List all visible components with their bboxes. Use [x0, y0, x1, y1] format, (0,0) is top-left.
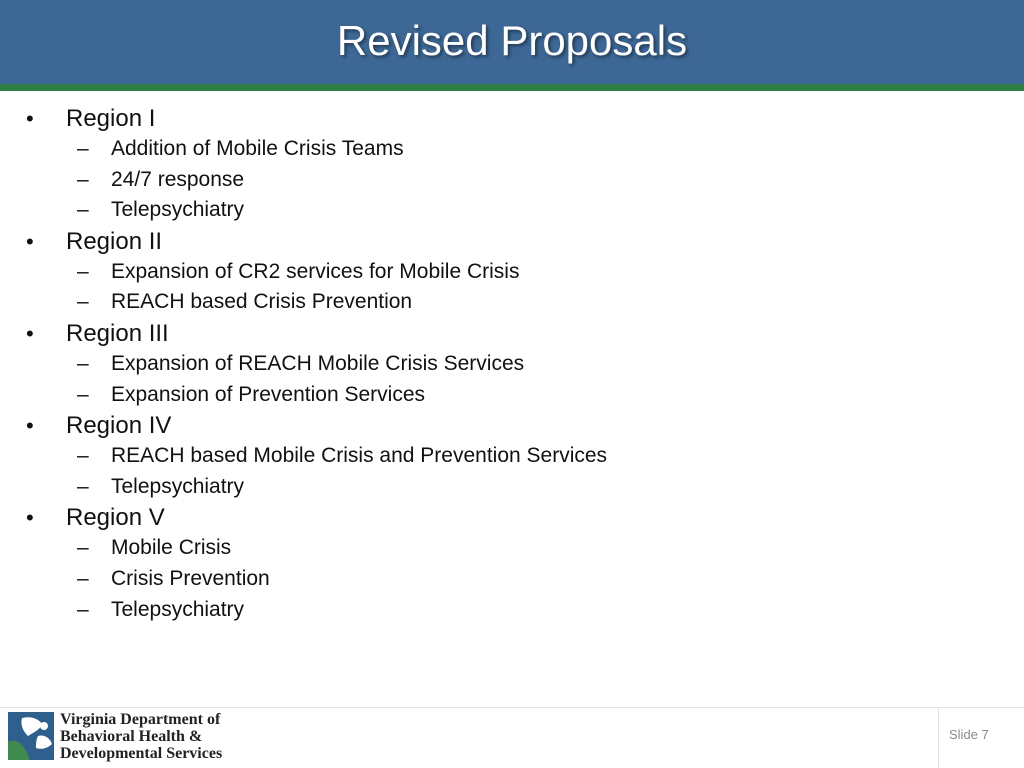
region-label: Region II: [66, 227, 163, 255]
dash-icon: –: [77, 597, 89, 621]
sub-bullet-text: 24/7 response: [111, 167, 245, 191]
sub-bullet-item: [0, 380, 1024, 411]
sub-bullet-item: [0, 134, 1024, 165]
sub-bullet-item: [0, 257, 1024, 288]
region-label: Region III: [66, 319, 169, 347]
sub-bullet-item: [0, 441, 1024, 472]
slide-title: Revised Proposals: [336, 17, 688, 64]
sub-bullet-item: [0, 564, 1024, 595]
region-label: Region V: [66, 504, 165, 532]
footer-separator: [938, 708, 939, 768]
sub-bullet-text: Expansion of REACH Mobile Crisis Services: [111, 351, 525, 375]
sub-bullet-text: Crisis Prevention: [111, 566, 270, 590]
sub-bullet-item: [0, 533, 1024, 564]
sub-bullet-text: REACH based Mobile Crisis and Prevention Services: [111, 444, 608, 468]
sub-bullet-item: [0, 595, 1024, 626]
bullet-icon: •: [26, 320, 34, 346]
sub-bullet-item: [0, 195, 1024, 226]
dash-icon: –: [77, 137, 89, 160]
region-4: [0, 410, 1024, 502]
sub-bullet-text: Mobile Crisis: [111, 536, 232, 560]
dash-icon: –: [77, 474, 89, 498]
dash-icon: –: [77, 198, 89, 222]
bullet-item: [0, 103, 1024, 134]
bullet-item: [0, 502, 1024, 533]
dash-icon: –: [77, 167, 89, 191]
region-5: [0, 502, 1024, 625]
dash-icon: –: [77, 351, 89, 375]
footer-divider: [0, 707, 1024, 708]
dash-icon: –: [77, 566, 89, 590]
dash-icon: –: [77, 382, 89, 406]
sub-bullet-text: Telepsychiatry: [111, 198, 245, 222]
region-label: Region I: [66, 105, 156, 132]
logo-line: Developmental Services: [60, 745, 223, 762]
sub-bullet-text: Telepsychiatry: [111, 474, 245, 498]
dash-icon: –: [77, 536, 89, 560]
bullet-icon: •: [26, 228, 34, 254]
slide-number: Slide 7: [949, 727, 989, 742]
title-divider: [0, 84, 1024, 91]
dash-icon: –: [77, 444, 89, 468]
region-label: Region IV: [66, 412, 172, 440]
sub-bullet-text: Telepsychiatry: [111, 597, 245, 621]
dbhds-logo-text: [60, 711, 222, 762]
sub-bullet-text: Expansion of CR2 services for Mobile Crisis: [111, 259, 520, 283]
bullet-item: [0, 410, 1024, 441]
logo-line: Behavioral Health &: [60, 728, 203, 745]
bullet-icon: •: [26, 413, 34, 439]
bullet-item: [0, 226, 1024, 257]
region-1: [0, 103, 1024, 226]
region-2: [0, 226, 1024, 318]
sub-bullet-item: [0, 349, 1024, 380]
sub-bullet-text: Addition of Mobile Crisis Teams: [111, 137, 404, 160]
sub-bullet-item: [0, 287, 1024, 318]
sub-bullet-item: [0, 165, 1024, 196]
bullet-icon: •: [26, 505, 34, 531]
sub-bullet-text: REACH based Crisis Prevention: [111, 290, 413, 314]
sub-bullet-text: Expansion of Prevention Services: [111, 382, 426, 406]
logo-line: Virginia Department of: [60, 711, 221, 728]
dash-icon: –: [77, 259, 89, 283]
bullet-item: [0, 318, 1024, 349]
bullet-list: [0, 103, 1024, 625]
region-3: [0, 318, 1024, 410]
dash-icon: –: [77, 290, 89, 314]
sub-bullet-item: [0, 472, 1024, 503]
dbhds-logo-icon: [8, 712, 54, 760]
bullet-icon: •: [26, 106, 34, 131]
